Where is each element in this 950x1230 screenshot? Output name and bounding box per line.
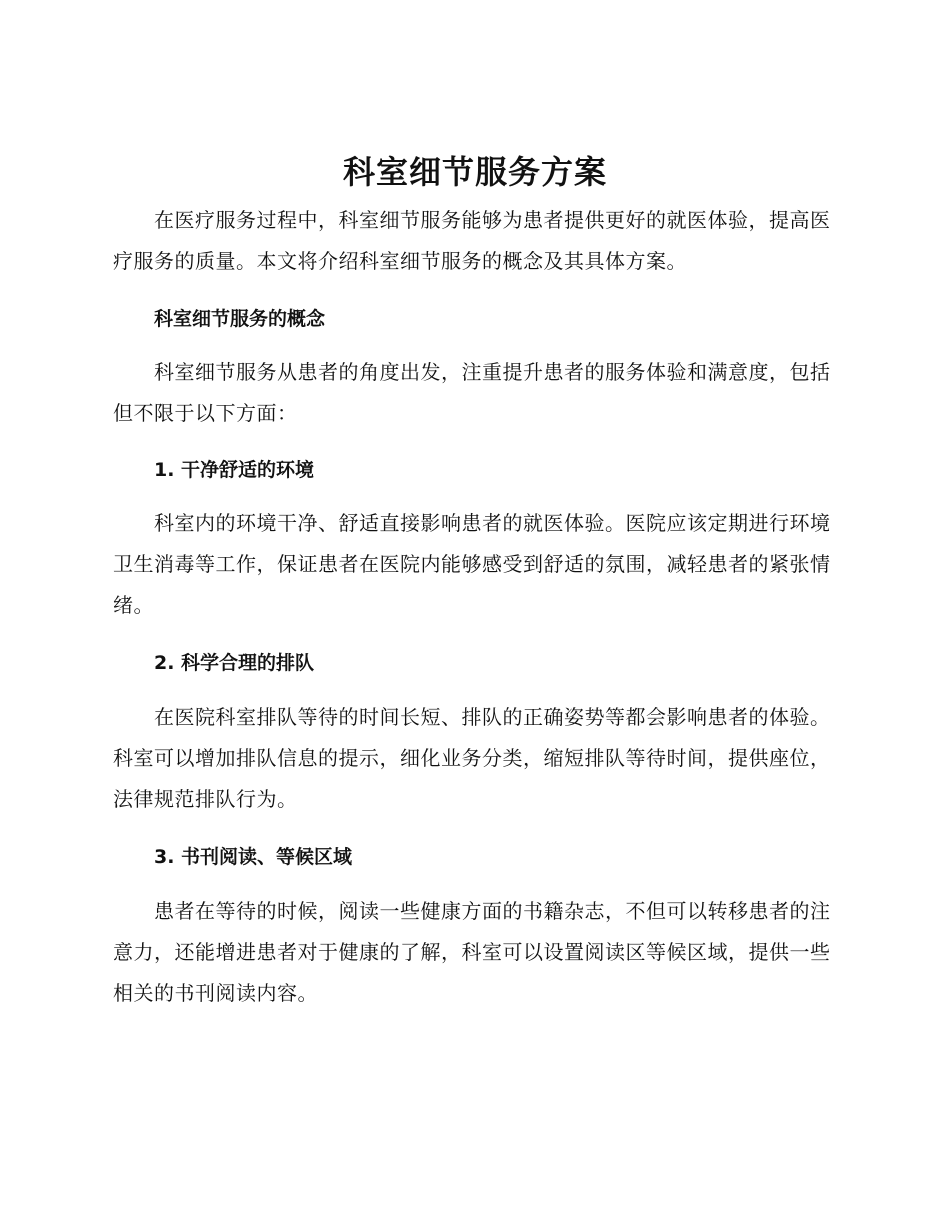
intro-paragraph: 在医疗服务过程中，科室细节服务能够为患者提供更好的就医体验，提高医疗服务的质量。本文将介绍科室细节服务的概念及其具体方案。 <box>113 208 831 273</box>
section-heading-reading-area: 3. 书刊阅读、等候区域 <box>154 846 353 868</box>
section-paragraph-environment: 科室内的环境干净、舒适直接影响患者的就医体验。医院应该定期进行环境卫生消毒等工作，保证患者在医院内能够感受到舒适的氛围，减轻患者的紧张情绪。 <box>113 511 831 617</box>
section-paragraph-reading-area: 患者在等待的时候，阅读一些健康方面的书籍杂志，不但可以转移患者的注意力，还能增进患者对于健康的了解，科室可以设置阅读区等候区域，提供一些相关的书刊阅读内容。 <box>113 899 831 1005</box>
concept-paragraph: 科室细节服务从患者的角度出发，注重提升患者的服务体验和满意度，包括但不限于以下方面： <box>113 360 831 425</box>
concept-heading: 科室细节服务的概念 <box>154 308 326 330</box>
section-heading-queue: 2. 科学合理的排队 <box>154 652 315 674</box>
section-paragraph-queue: 在医院科室排队等待的时间长短、排队的正确姿势等都会影响患者的体验。科室可以增加排队信息的提示，细化业务分类，缩短排队等待时间，提供座位，法律规范排队行为。 <box>113 705 831 811</box>
document-title: 科室细节服务方案 <box>342 153 607 191</box>
section-heading-environment: 1. 干净舒适的环境 <box>154 459 315 481</box>
